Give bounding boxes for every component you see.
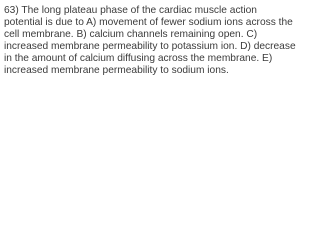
question-line: cell membrane. B) calcium channels remaining open. C): [4, 29, 258, 40]
question-text: [4, 5, 296, 77]
question-line: increased membrane permeability to sodium ions.: [4, 65, 229, 76]
question-line: 63) The long plateau phase of the cardiac muscle action: [4, 5, 257, 16]
question-line: increased membrane permeability to potassium ion. D) decrease: [4, 41, 296, 52]
question-line: in the amount of calcium diffusing across the membrane. E): [4, 53, 273, 64]
question-line: potential is due to A) movement of fewer sodium ions across the: [4, 17, 293, 28]
